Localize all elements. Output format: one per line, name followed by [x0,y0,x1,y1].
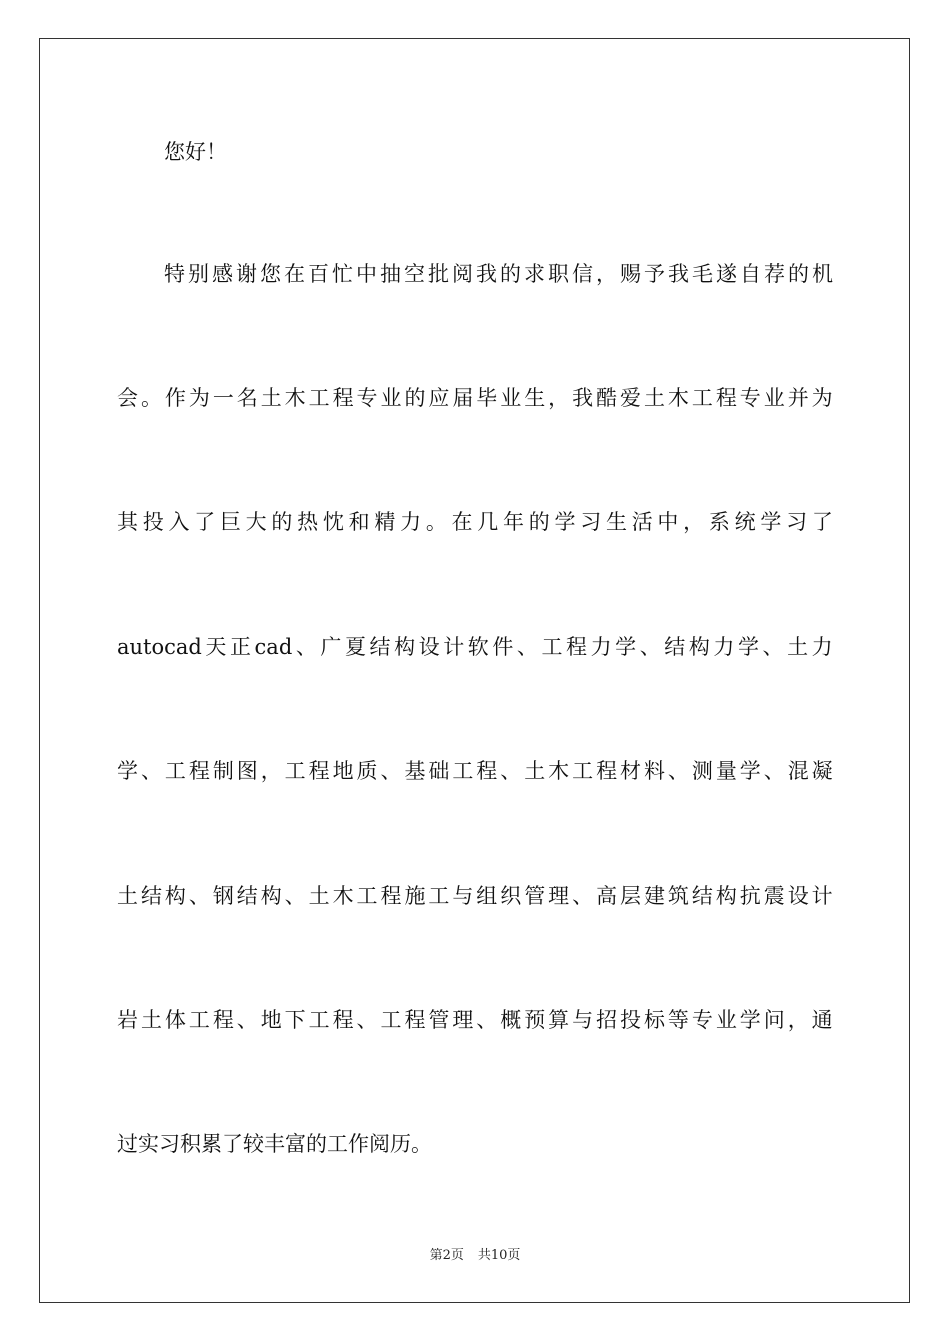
paragraph-line-5: 学 、 工 程 制 图 ， 工 程 地 质 、 基 础 工 程 、 土 木 工 程 材 料 、 测 量 学 、 混 凝 [117,759,833,783]
page-border [39,38,910,1303]
paragraph-line-1: 特 别 感 谢 您 在 百 忙 中 抽 空 批 阅 我 的 求 职 信 ， 赐 予 我 毛 遂 自 荐 的 机 [164,262,833,286]
paragraph-line-4: autocad 天 正 cad 、 广 夏 结 构 设 计 软 件 、 工 程 力 学 、 结 构 力 学 、 土 力 [117,635,833,659]
page-total: 共10页 [477,1248,521,1263]
greeting: 您好！ [164,140,227,164]
paragraph-line-2: 会 。 作 为 一 名 土 木 工 程 专 业 的 应 届 毕 业 生 ， 我 酷 爱 土 木 工 程 专 业 并 为 [117,386,833,410]
paragraph-line-6: 土 结 构 、 钢 结 构 、 土 木 工 程 施 工 与 组 织 管 理 、 高 层 建 筑 结 构 抗 震 设 计 [117,884,833,908]
page-number: 第2页 [429,1248,464,1263]
page-footer [0,1247,950,1265]
paragraph-line-8: 过实习积累了较丰富的工作阅历。 [117,1132,432,1156]
paragraph-line-7: 岩 土 体 工 程 、 地 下 工 程 、 工 程 管 理 、 概 预 算 与 招 投 标 等 专 业 学 问 ， 通 [117,1008,833,1032]
paragraph-line-3: 其 投 入 了 巨 大 的 热 忱 和 精 力 。 在 几 年 的 学 习 生 活 中 ， 系 统 学 习 了 [117,510,833,534]
